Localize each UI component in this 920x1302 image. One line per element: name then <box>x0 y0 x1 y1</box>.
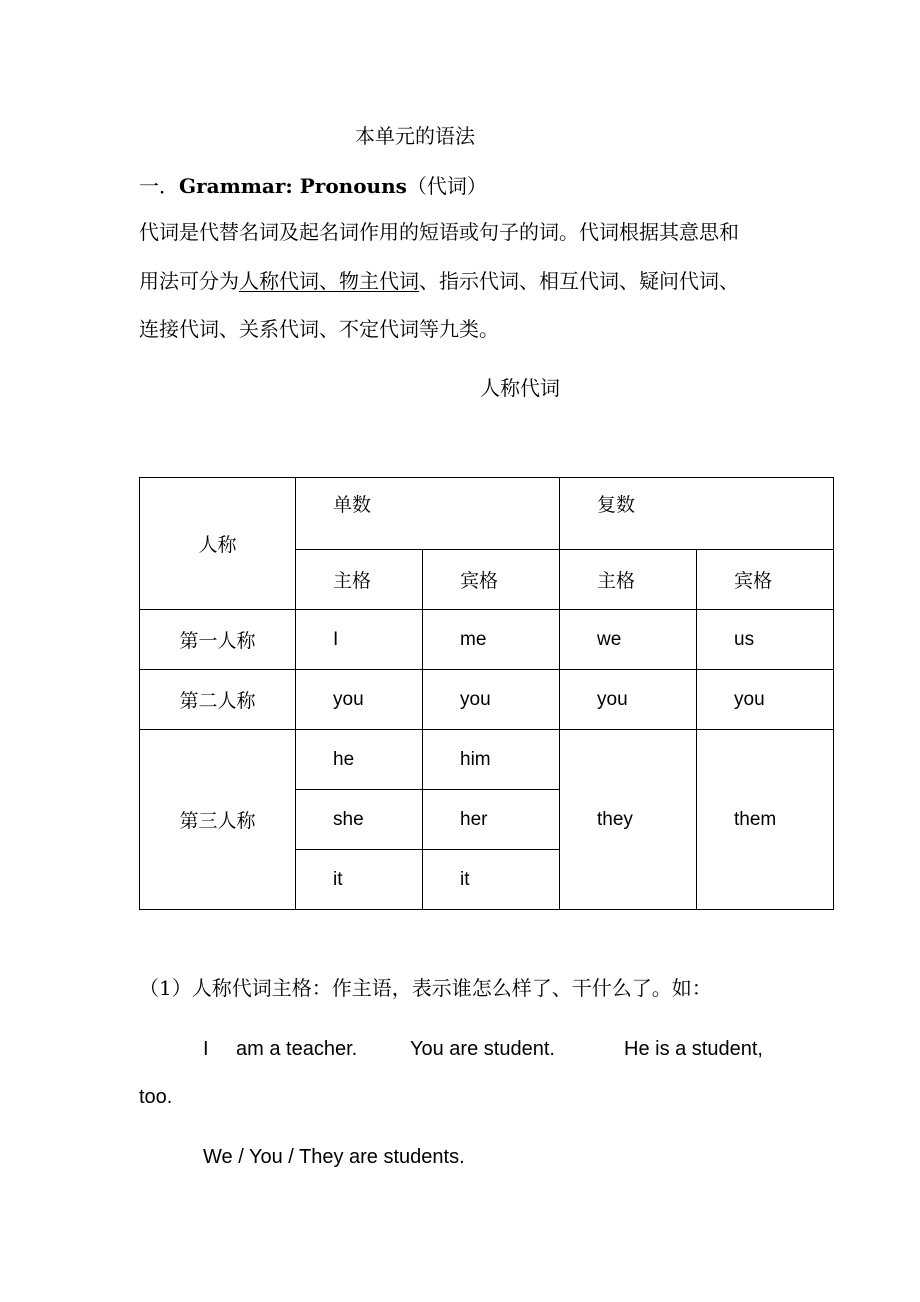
cell: you <box>423 670 560 730</box>
section-number: 一． <box>139 174 179 198</box>
note-1: （1）人称代词主格：作主语，表示谁怎么样了、干什么了。如： <box>139 976 712 1000</box>
page-title: 本单元的语法 <box>355 124 475 148</box>
cell: he <box>296 730 423 790</box>
cell: it <box>423 850 560 910</box>
cell: I <box>296 610 423 670</box>
row-label: 第三人称 <box>140 730 296 910</box>
cell: you <box>560 670 697 730</box>
example-sentence: He is a student, <box>624 1038 763 1060</box>
cell: him <box>423 730 560 790</box>
intro-line-1: 代词是代替名词及起名词作用的短语或句子的词。代词根据其意思和 <box>139 220 739 244</box>
table-row <box>140 730 834 790</box>
cell: me <box>423 610 560 670</box>
header-pl-objective: 宾格 <box>697 550 834 610</box>
table-title: 人称代词 <box>480 376 560 400</box>
cell: her <box>423 790 560 850</box>
cell: she <box>296 790 423 850</box>
cell: we <box>560 610 697 670</box>
example-sentence: You are student. <box>410 1038 555 1060</box>
table-row <box>140 610 834 670</box>
row-label: 第二人称 <box>140 670 296 730</box>
cell: you <box>697 670 834 730</box>
example-word: I <box>203 1038 209 1060</box>
header-singular: 单数 <box>296 478 560 550</box>
intro-line-3: 连接代词、关系代词、不定代词等九类。 <box>139 317 499 341</box>
example-sentence: am a teacher. <box>236 1038 358 1060</box>
example-sentence: too. <box>139 1086 173 1108</box>
section-heading <box>139 174 487 198</box>
header-pl-subjective: 主格 <box>560 550 697 610</box>
cell: them <box>697 730 834 910</box>
cell: it <box>296 850 423 910</box>
header-plural: 复数 <box>560 478 834 550</box>
section-heading-suffix: （代词） <box>406 174 487 198</box>
table-row <box>140 670 834 730</box>
header-sg-objective: 宾格 <box>423 550 560 610</box>
section-heading-text: Grammar: Pronouns <box>179 174 407 198</box>
example-sentence: We / You / They are students. <box>203 1146 465 1168</box>
intro-text: 用法可分为 <box>139 269 239 293</box>
row-label: 第一人称 <box>140 610 296 670</box>
header-person: 人称 <box>140 478 296 610</box>
underlined-text: 人称代词、物主代词 <box>239 269 419 293</box>
intro-line-2 <box>139 269 739 293</box>
header-sg-subjective: 主格 <box>296 550 423 610</box>
cell: they <box>560 730 697 910</box>
pronoun-table <box>139 477 834 910</box>
intro-text: 、指示代词、相互代词、疑问代词、 <box>419 269 739 293</box>
cell: you <box>296 670 423 730</box>
cell: us <box>697 610 834 670</box>
